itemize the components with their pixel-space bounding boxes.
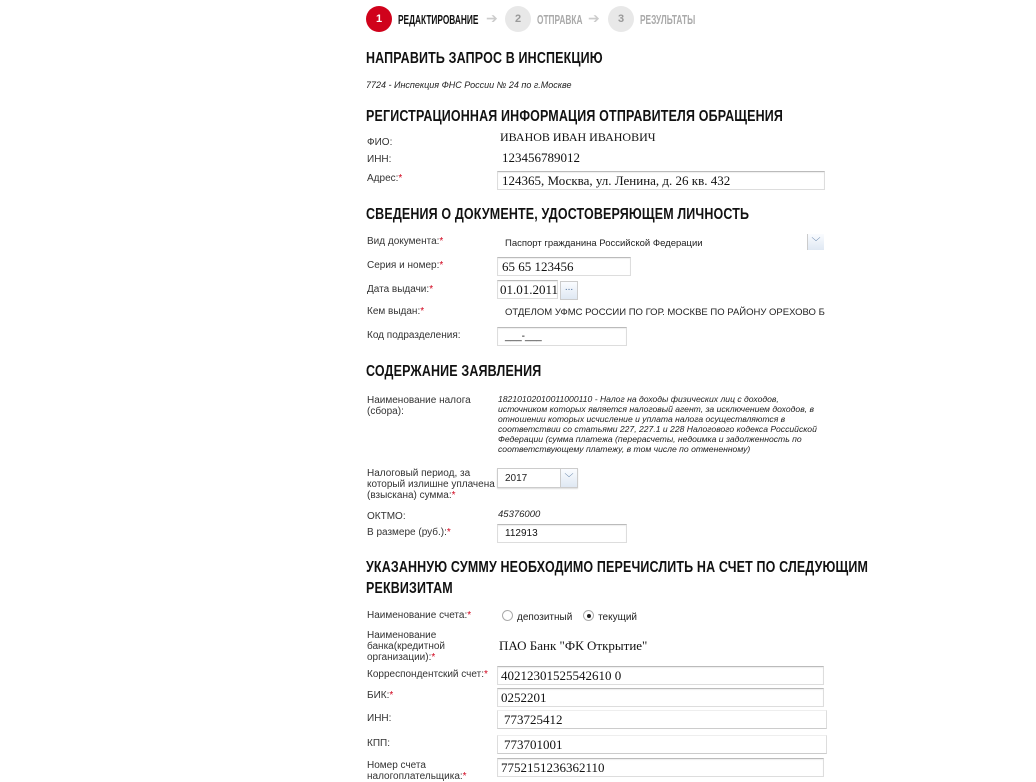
- step-3-badge: 3: [608, 6, 634, 32]
- arrow-right-icon: ➔: [486, 10, 498, 26]
- section-title-bank: УКАЗАННУЮ СУММУ НЕОБХОДИМО ПЕРЕЧИСЛИТЬ НА СЧЕТ ПО СЛЕДУЮЩИМ: [366, 559, 869, 576]
- step-1-label: РЕДАКТИРОВАНИЕ: [398, 12, 479, 27]
- chevron-down-icon[interactable]: ﹀: [560, 469, 577, 487]
- bank-name-label: Наименование банка(кредитной организации):: [367, 630, 446, 663]
- tax-period-value: 2017: [505, 473, 528, 484]
- required-mark: *: [439, 260, 444, 271]
- series-label: Серия и номер:: [367, 260, 440, 271]
- kpp-label: КПП:: [367, 738, 390, 749]
- section-title-content: СОДЕРЖАНИЕ ЗАЯВЛЕНИЯ: [366, 363, 542, 380]
- bik-input[interactable]: 0252201: [497, 688, 824, 707]
- issuer-value: ОТДЕЛОМ УФМС РОССИИ ПО ГОР. МОСКВЕ ПО РАЙОНУ ОРЕХОВО Б: [505, 307, 825, 318]
- required-mark: *: [467, 610, 472, 621]
- inspection-name: 7724 - Инспекция ФНС России № 24 по г.Москве: [366, 80, 572, 90]
- step-3-label: РЕЗУЛЬТАТЫ: [640, 12, 696, 27]
- radio-current-label: текущий: [598, 612, 638, 623]
- required-mark: *: [446, 527, 451, 538]
- account-type-radio-group: [502, 610, 637, 623]
- fio-value: ИВАНОВ ИВАН ИВАНОВИЧ: [500, 130, 656, 144]
- required-mark: *: [439, 236, 444, 247]
- address-label: Адрес:: [367, 173, 399, 184]
- required-mark: *: [429, 284, 434, 295]
- section-title-document: СВЕДЕНИЯ О ДОКУМЕНТЕ, УДОСТОВЕРЯЮЩЕМ ЛИЧНОСТЬ: [366, 206, 750, 223]
- tax-name-label: Наименование налога (сбора):: [367, 395, 471, 417]
- radio-deposit[interactable]: [502, 612, 572, 623]
- kpp-input[interactable]: 773701001: [497, 735, 827, 754]
- required-mark: *: [451, 490, 456, 501]
- bank-inn-label: ИНН:: [367, 713, 392, 724]
- issue-date-input[interactable]: 01.01.2011: [497, 280, 558, 299]
- doc-type-select[interactable]: Паспорт гражданина Российской Федерации: [505, 238, 703, 249]
- series-input[interactable]: 65 65 123456: [497, 257, 631, 276]
- subdivision-code-input[interactable]: ___-___: [497, 327, 627, 346]
- radio-deposit-label: депозитный: [517, 612, 573, 623]
- amount-input[interactable]: 112913: [497, 524, 627, 543]
- subdivision-code-label: Код подразделения:: [367, 330, 461, 341]
- step-1-badge: 1: [366, 6, 392, 32]
- corr-account-label: Корреспондентский счет:: [367, 669, 484, 680]
- chevron-down-icon[interactable]: ﹀: [807, 234, 824, 250]
- section-title-sender: РЕГИСТРАЦИОННАЯ ИНФОРМАЦИЯ ОТПРАВИТЕЛЯ ОБРАЩЕНИЯ: [366, 108, 784, 125]
- section-title-bank-line2: РЕКВИЗИТАМ: [366, 580, 453, 597]
- required-mark: *: [398, 173, 403, 184]
- account-type-label: Наименование счета:: [367, 610, 468, 621]
- inn-value: 123456789012: [502, 150, 580, 165]
- tax-period-select[interactable]: [497, 468, 578, 488]
- account-number-label: Номер счета налогоплательщика:: [367, 760, 463, 782]
- amount-label: В размере (руб.):: [367, 527, 447, 538]
- calendar-button[interactable]: ...: [560, 281, 578, 300]
- bank-inn-input[interactable]: 773725412: [497, 710, 827, 729]
- tax-name-value: 18210102010011000110 - Налог на доходы физических лиц с доходов, источником которых является налоговый агент, за исключением доходов, в отношении которых исчисление и уплата налога осуществляются в соответствии со статьями 227, 227.1 и 228 Налогового кодекса Российской Федерации (сумма платежа (перерасчеты, недоимка и задолженность по соответствующему платежу, в том числе по отмененному): [498, 394, 817, 454]
- issuer-label: Кем выдан:: [367, 306, 421, 317]
- oktmo-label: ОКТМО:: [367, 511, 406, 522]
- oktmo-value: 45376000: [498, 509, 541, 520]
- required-mark: *: [431, 652, 436, 663]
- doc-type-label: Вид документа:: [367, 236, 440, 247]
- issue-date-label: Дата выдачи:: [367, 284, 430, 295]
- address-input[interactable]: 124365, Москва, ул. Ленина, д. 26 кв. 432: [497, 171, 825, 190]
- step-2-badge: 2: [505, 6, 531, 32]
- fio-label: ФИО:: [367, 137, 393, 148]
- step-2-label: ОТПРАВКА: [537, 12, 583, 27]
- required-mark: *: [462, 771, 467, 782]
- required-mark: *: [389, 690, 394, 701]
- tax-period-label: Налоговый период, за который излишне уплачена (взыскана) сумма:: [367, 468, 495, 501]
- account-number-input[interactable]: 7752151236362110: [497, 758, 824, 777]
- section-title-request: НАПРАВИТЬ ЗАПРОС В ИНСПЕКЦИЮ: [366, 50, 603, 67]
- inn-label: ИНН:: [367, 154, 392, 165]
- bank-name-value: ПАО Банк "ФК Открытие": [499, 638, 648, 653]
- required-mark: *: [420, 306, 425, 317]
- corr-account-input[interactable]: 40212301525542610 0: [497, 666, 824, 685]
- bik-label: БИК:: [367, 690, 390, 701]
- required-mark: *: [483, 669, 488, 680]
- arrow-right-icon: ➔: [588, 10, 600, 26]
- radio-current[interactable]: [583, 612, 637, 623]
